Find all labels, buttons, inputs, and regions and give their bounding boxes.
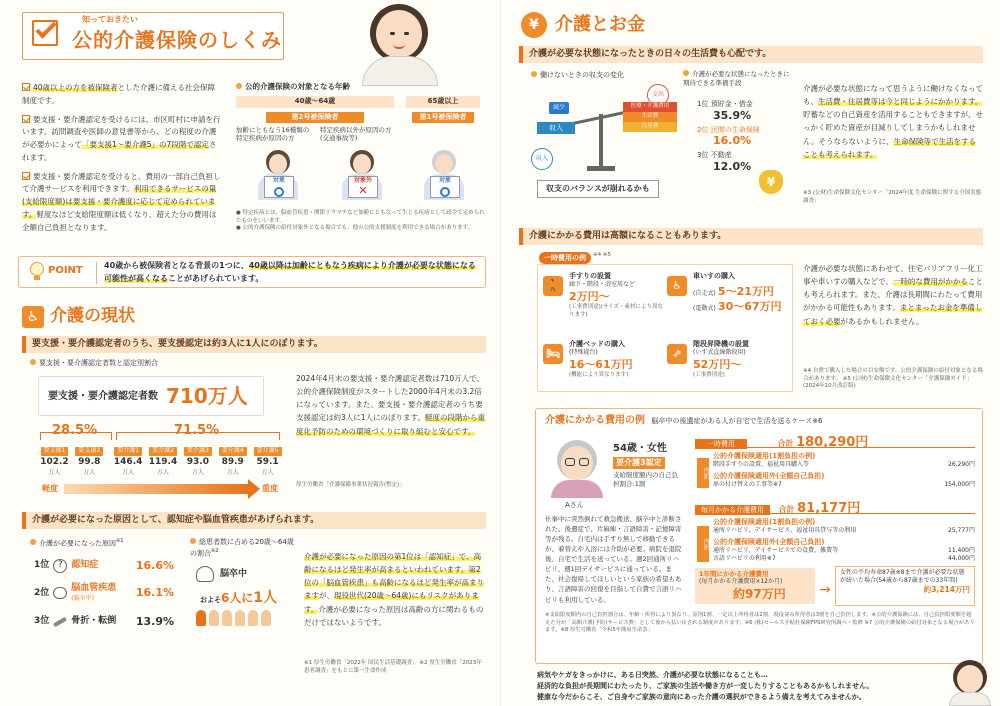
person-icon [235,610,245,626]
means-1: 1位 預貯金・借金 35.9% [697,100,753,122]
level-item: 要介護5 59.1 万人 [251,444,284,477]
level-row [38,444,284,477]
closing-text: 病気やケガをきっかけに、ある日突然、介護が必要な状態になることも… 経済的な負担が長期間にわたったり、ご家族の生活や働き方が一変したりすることもあるかもしれません。 健康な今だからこそ、ご自身やご家族の意向にあった介護の選択ができるよう備えを考えてみませんか。 [537,671,874,701]
arrow-icon: → [819,582,831,598]
cause-3: 3位 骨折・転倒 13.9% [34,615,174,628]
monthly-breakdown-label: 内訳 [697,526,709,562]
intro-bullets [22,82,222,234]
level-item: 要介護3 93.0 万人 [181,444,214,477]
item-wheelchair: ♿ 車いすの購入 (自走式) 5～21万円 (電動式) 30～67万円 [667,272,789,315]
section-title-status: 介護の現状 [50,306,135,326]
cert-subtitle: 要支援・要介護認定者数と認定別割合 [30,358,158,368]
scale-pole [599,114,603,168]
item-bed: 🛏 介護ベッドの購入 (特殊寝台) 16～61万円 (機能により異なります) [543,340,663,380]
onetime-tag: 一時費用の例 [539,252,591,264]
checkbox-icon [22,83,30,91]
onetime-row: 公的介護保険適用(1割負担の例) 階段手すりの設置、福祉用具購入等 26,290円 [713,452,975,469]
head-icon [196,566,214,582]
wheelchair-icon: ♿ [22,306,44,328]
status-text: 2024年4月末の要支援・要介護認定者数は710万人で、公的介護保険制度がスタートした2000年4月末の3.2倍になっています。また、要支援・要介護認定者のうち要支援認定は約3人に1人にのぼります。軽度の段階から重度化予防のための環境づくりに取り組むと安心です。 [296,374,485,436]
check-icon [32,20,58,46]
cert-value: 710万人 [166,384,248,408]
bullet-1: 40歳以上の方を被保険者とした介護に備える社会保障制度です。 [22,83,216,105]
example-title: 介護にかかる費用の例 脳卒中の後遺症がある人が自宅で生活を送るケース※6 [545,415,823,426]
col2-label: 特定疾病以外が原因の方(交通事故等) [320,126,392,143]
target-sign: 対象 [430,176,460,198]
person-target-1 [256,150,302,202]
page-title-money: 介護とお金 [555,14,645,35]
title-kicker: 知っておきたい [82,15,138,24]
item-handrail: 🚶 手すりの設置 廊下・階段・浴室用など 2万円～ (工事費別途)(サイズ・素材により異なります) [543,272,663,319]
onetime-row: 公的介護保険適用外(全額自己負担) 扉の付け替えの工事等※7 154,000円 [713,471,975,488]
means-subtitle: 介護が必要な状態になったときに期待できる準備手段 [683,70,790,87]
person-icon [261,610,271,626]
reduce-label: 減少 [549,102,569,114]
person-a-avatar [547,440,607,498]
monthly-row: 公的介護保険適用外(全額自己負担) 通所リハビリ、デイサービスでの食費、雑費等 11,400円 言語リハビリの利用※7 44,000円 [713,537,975,563]
causes-source: ※1 厚生労働省「2022年 国民生活基礎調査」 ※2 厚生労働省「2023年 患者調査」をもとに第一生命作成 [304,660,482,674]
onetime-note: ※4 ※5 [593,252,611,258]
bed-icon: 🛏 [543,344,563,364]
living-text: 介護が必要な状態になって思うように働けなくなっても、生活費・住居費等は今と同じようにかかります。貯蓄などの自己資産を活用することもできますが、せっかく貯めた資産が目減りしてしまうかもしれません。そうならないように、生命保険等で生活をすることも考えられます。 [803,84,983,159]
severity-arrow [64,484,248,494]
severity-light: 軽度 [42,484,58,493]
bullet-3: 要支援・要介護認定を受けると、費用の一部自己負担して介護サービスを利用できます。利用できるサービスの量(支給限度額)は要支援・要介護度に応じて定められています。軽度なほど支給限度額は低くなり、超えた分の費用は全額自己負担となります。 [22,171,221,232]
question-icon: ? [53,559,67,573]
person-a-name: Aさん [565,501,584,509]
target-sign: 対象 [264,176,294,198]
person-icon [196,610,206,626]
woman-illustration [340,4,460,84]
target-notes [236,210,486,233]
handrail-icon: 🚶 [543,276,563,296]
means-list [697,100,793,174]
bracket-care [116,432,280,440]
living-source: ※3 (公財)生命保険文化センター「2024年度 生命保険に関する全国実態調査」 [803,190,982,204]
pct-support: 28.5% [52,423,98,438]
person-target-2 [422,150,468,202]
person-icon [248,610,258,626]
age-65-plus: 65歳以上 [406,96,480,108]
pct-care: 71.5% [174,423,220,438]
point-text: 40歳から被保険者となる背景の1つに、40歳以降は加齢にともなう疾病により介護が必要な状態になる可能性が高くなることがあげられています。 [104,261,476,283]
target-title: 公的介護保険の対象となる年齢 [236,82,486,93]
costs-text: 介護が必要な状態にあわせて、住宅バリアフリー化工事や車いすの購入などで、一時的な費用がかかることも考えられます。また、介護は長期間にわたって費用がかかる可能性もあります。まとまったお金を準備しておく必要があるかもしれません。 [803,264,983,326]
income-box: 収入 [537,122,575,134]
severity-heavy: 重度 [262,484,278,493]
right-page [500,0,1000,706]
causes-subtitle: 介護が必要になった原因$^{※1}$ [30,538,123,548]
status-source: 厚生労働省「介護保険事業状況報告(暫定)」 [296,482,405,488]
severity-arrow-head [248,479,260,499]
monthly-rows [713,518,975,563]
level-item: 要介護1 146.4 万人 [113,447,143,476]
target-age-panel [236,82,486,247]
col1-label: 加齢にともなう16種類の特定疾病が原因の方 [236,126,310,143]
balance-subtitle: 働けないときの収支の変化 [531,70,624,80]
lifetime-box: 女性の平均寿命87歳※8まで介護が必要な状態が続いた場合(54歳から87歳までの33年間) 約3,214万円 [835,566,975,606]
point-label: POINT [48,265,83,276]
checkbox-icon [22,172,30,180]
level-item: 要支援1 102.2 万人 [40,447,69,476]
money-bag-icon: ¥ [759,170,783,194]
cert-label: 要支援・要介護認定者数 [48,391,158,402]
causes-text: 介護が必要になった原因の第1位は「認知症」で、高齢になるほど発生率が高まるといわれています。第2位の「脳血管疾患」も高齢になるほど発生率が高まりますが、現役世代(20歳～64歳)にもリスクがあります。介護が必要になった原因は高齢の方に関わるものだけではないようです。 [304,552,484,627]
person-icon [222,610,232,626]
stairlift-icon: ⇗ [667,344,687,364]
target-note-2: ● 公的介護保険の給付対象外となる場合でも、他の公的支援制度を利用できる場合があります。 [236,225,474,232]
onetime-header: 一時費用 合計 180,290円 [695,434,975,448]
person-a-info: 54歳・女性 要介護3認定 支給限度額内の自己負担割合:1割 [613,443,678,488]
section-bar-causes: 介護が必要になった原因として、認知症や脳血管疾患があげられます。 [22,512,486,529]
section-bar-costs: 介護にかかる費用は高額になることもあります。 [519,228,983,245]
costs-source: ※4 自費で購入した場合の目安額です。公的介護保険の給付対象となる場合があります。 ※5 (公財)生命保険文化センター「介護保険ガイド」(2024年10月改訂版) [803,368,983,390]
target-note-1: ● 特定疾病とは、脳血管疾患・関節リウマチなど加齢にともなって生じる疾病として政令で定められたものをいいます。 [236,210,485,224]
onetime-breakdown-label: 内訳 [697,458,709,488]
level-item: 要介護2 119.4 万人 [148,447,178,476]
expense-label: 支出 [647,84,669,106]
brain-icon [53,587,67,599]
woman-illustration-bottom [947,660,993,706]
scale-base [587,166,615,171]
insured-1: 第1号被保険者 [412,112,474,123]
stroke-text: 脳卒中 [220,569,248,579]
age-share-subtitle: 総患者数に占める20歳～64歳の割合$^{※2}$ [190,538,294,558]
page-title: 公的介護保険のしくみ [72,28,282,52]
balance-caption: 収支のバランスが崩れるかも [537,180,659,198]
onetime-rows [713,452,975,489]
level-item: 要介護4 89.9 万人 [216,444,249,477]
means-3: 3位 不動産 12.0% [697,151,752,173]
person-target-out [340,150,386,202]
item-stairlift: ⇗ 階段昇降機の設置 (いす式直線階段用) 52万円～ (工事費別途) [667,340,789,380]
monthly-row: 公的介護保険適用(1割負担の例) 通所リハビリ、デイサービス、福祉用具貸与等の利用 25,777円 [713,518,975,535]
people-icons [196,610,286,626]
bone-icon [53,617,67,627]
target-out-sign: 対象外 ✕ [348,176,378,198]
income-circle: 収入 [531,148,553,170]
year-box: 1年間にかかる介護費用 (毎月かかる介護費用×12か月) [695,568,815,604]
person-a-story: 仕事中に突然倒れて救急搬送、脳卒中と診断された。後遺症で、片麻痺・言語障害・記憶障害等が残る。自宅内は手すり無しで移動できるが、着替えや入浴には介助が必要。病院を退院後、自宅で生活を送っている。週2回通所リハビリ、週1回デイサービスに通っている。また、社会復帰してほしいという家族の希望もあり、言語障害の回復を目指して自費で言語リハビリも利用している。 [545,515,682,604]
cause-2: 2位 脳血管疾患 (脳卒中) 16.1% [34,583,174,602]
level-item: 要支援2 99.8 万人 [73,444,106,477]
checkbox-icon [22,115,30,123]
balance-illustration [531,86,681,186]
yen-bag-icon: ¥ [521,12,547,38]
bullet-2: 要支援・要介護認定を受けるには、市区町村に申請を行います。訪問調査や医師の意見書等から、どの程度の介護が必要かによって「要支援1～要介護5」の7段階で認定されます。 [22,114,221,162]
means-2: 2位 民間の生命保険 16.0% [697,125,760,148]
cause-1: 1位 ? 認知症 16.6% [34,559,174,572]
point-divider [96,262,97,284]
monthly-header: 毎月かかる介護費用 合計 81,177円 [695,500,975,514]
wheelchair-icon: ♿ [667,276,687,296]
year-value: 約97万円 [733,587,786,601]
example-notes: ※支給限度額内の自己負担割合は、年齢・所得により異なり、原則1割、一定以上所得者は2割、現役並み所得者は3割を自己負担します。※公的介護保険には、自己負担限度額を超えた分が「高額介護(予防)サービス費」として後から払い戻される制度があります。※6 (株)セールス手帖社保険FPS研究所調べ・監修 ※7 公的介護保険の給付対象となる場合があります。※8 厚生労働省「令和5年簡易生命表」 [545,612,975,634]
section-bar-living: 介護が必要な状態になったときの日々の生活費も心配です。 [519,46,983,63]
person-icon [209,610,219,626]
insured-2: 第2号被保険者 [266,112,364,123]
age-40-64: 40歳～64歳 [236,96,394,108]
section-bar-status: 要支援・要介護認定者のうち、要支援認定は約3人に1人にのぼります。 [22,336,486,353]
expense-stack: 医療・介護費用 生活費 住居費 [623,102,677,132]
lightbulb-icon [30,262,44,280]
six-one-row: およそ6人に1人 [200,590,278,606]
bracket-support [40,432,112,440]
